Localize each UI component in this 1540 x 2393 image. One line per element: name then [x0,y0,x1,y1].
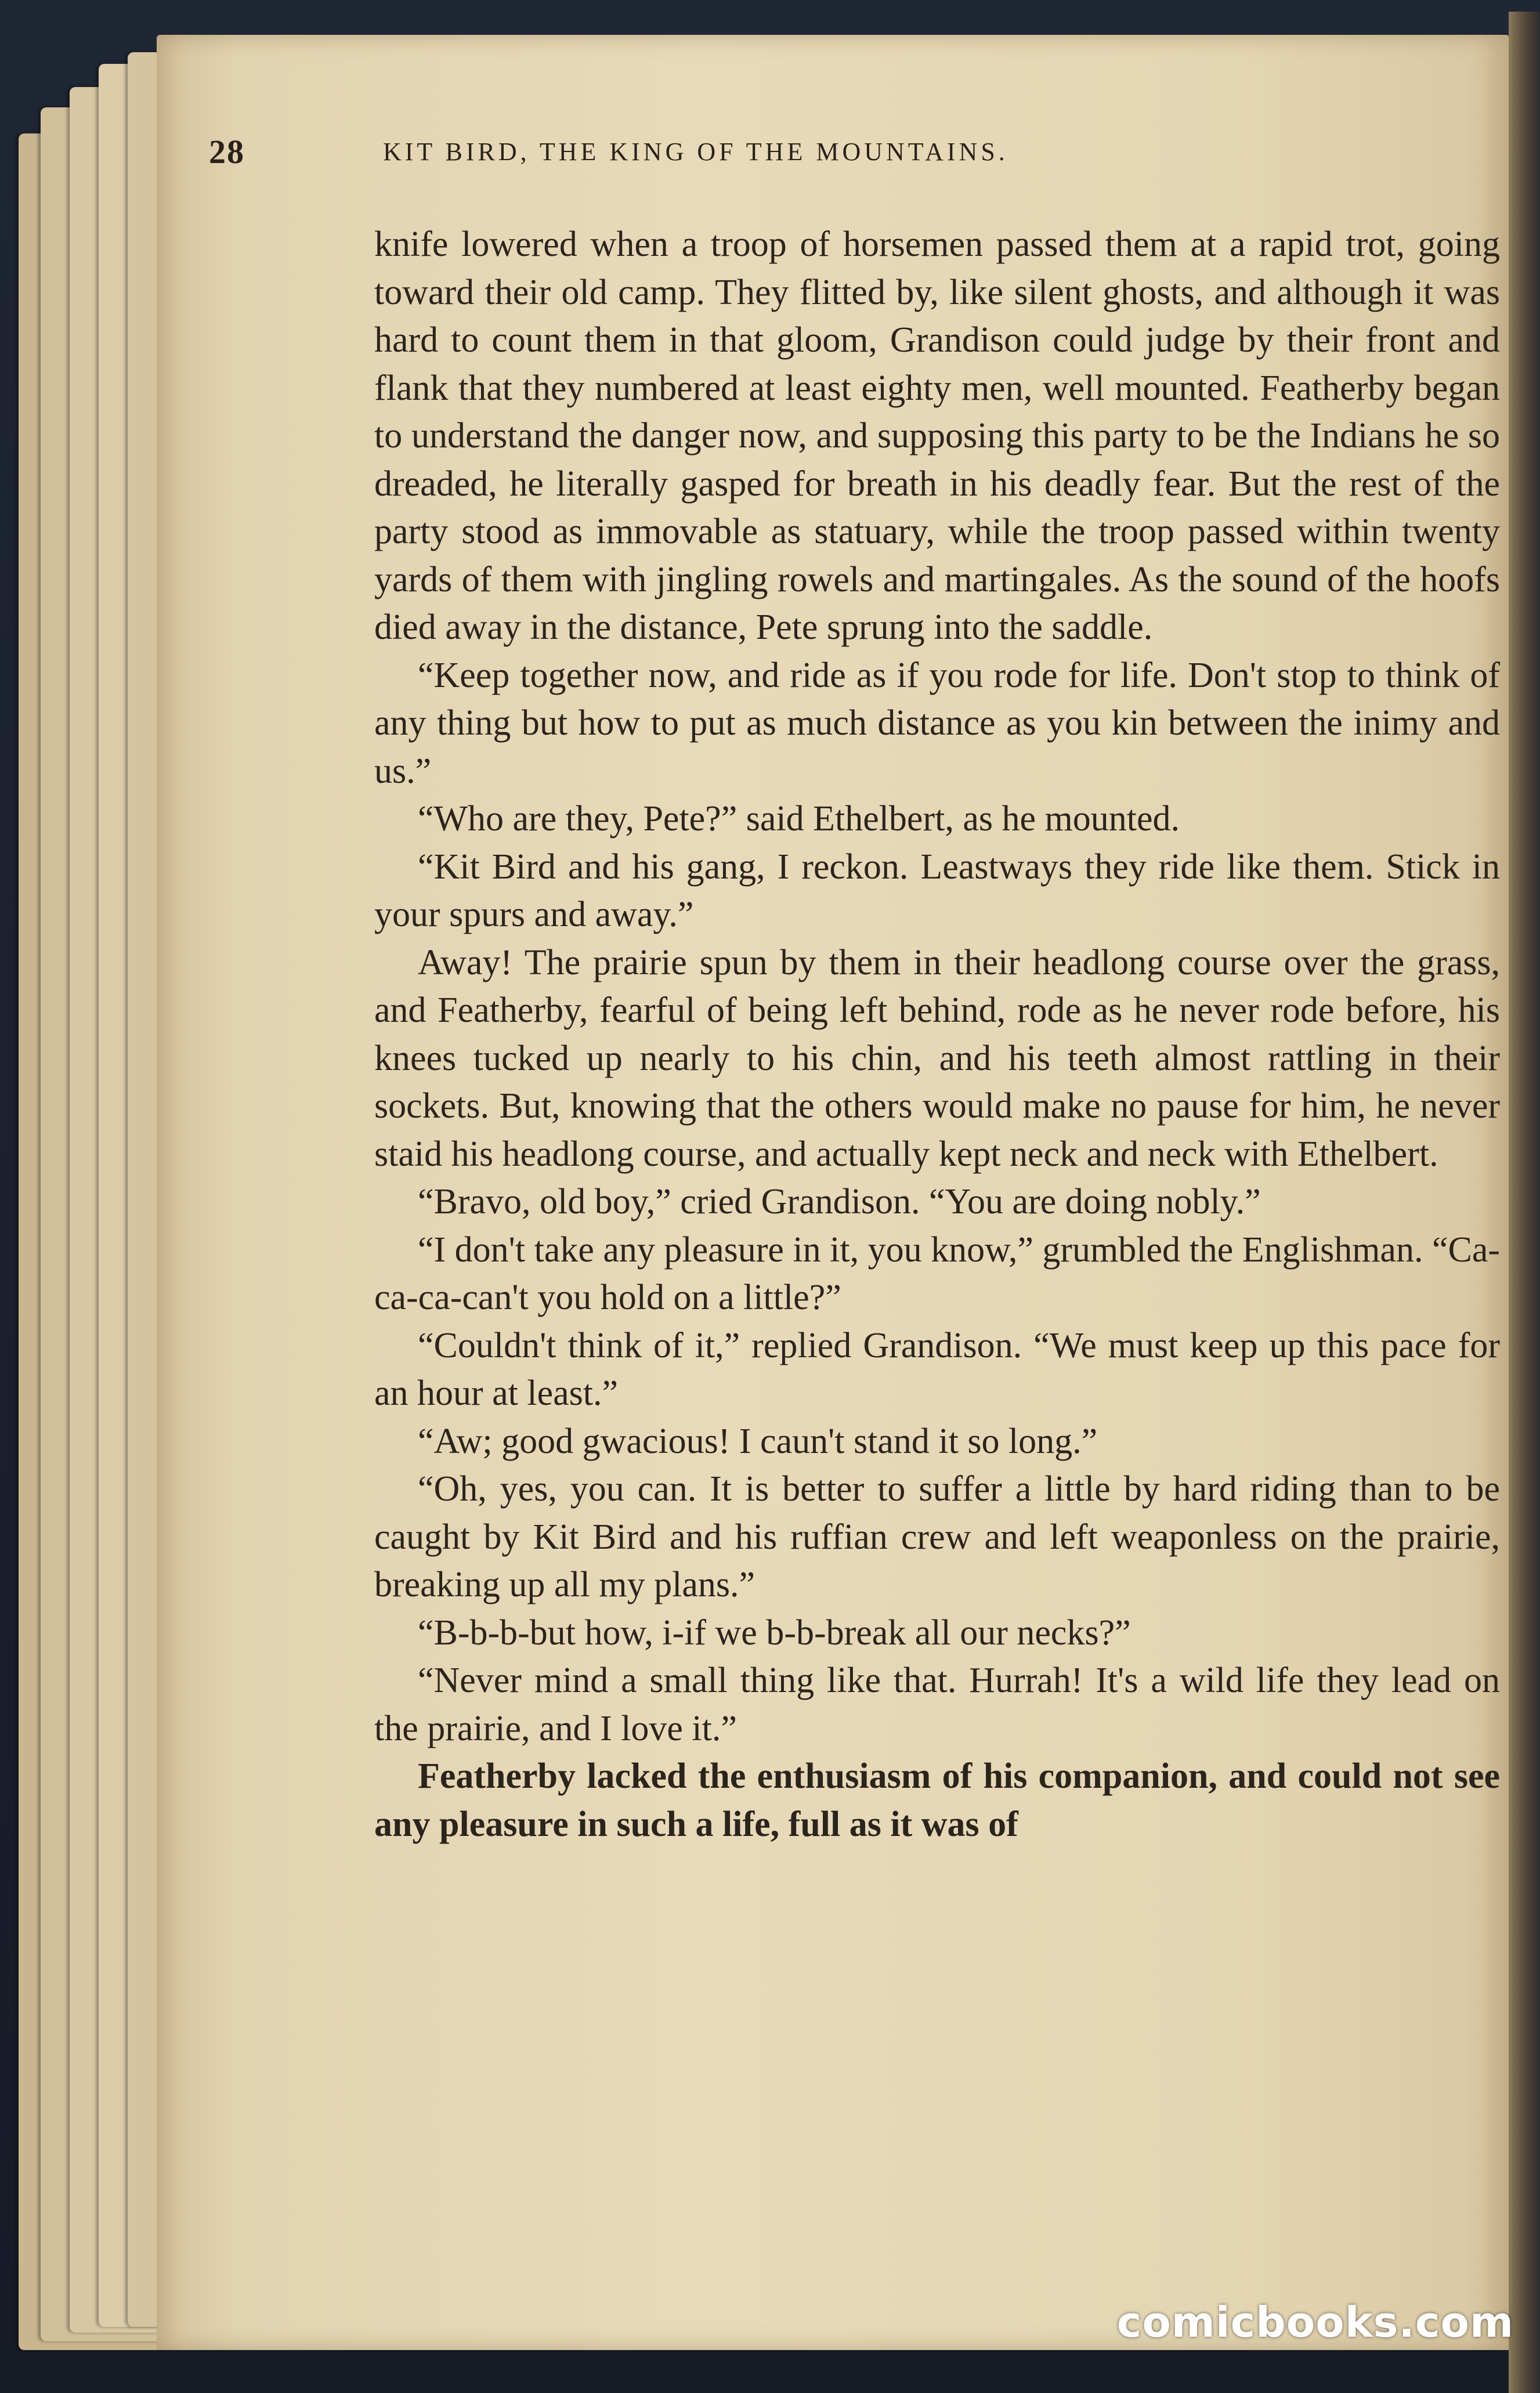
paragraph: “Oh, yes, you can. It is better to suffer a little by hard riding than to be caught by Kit Bird and his ruffian crew and left weaponless on the prairie, breaking up all my plans.” [374,1469,1500,1604]
paragraph: “Never mind a small thing like that. Hurrah! It's a wild life they lead on the prairie, and I love it.” [374,1661,1500,1748]
paragraph: “Kit Bird and his gang, I reckon. Leastways they ride like them. Stick in your spurs and away.” [374,847,1500,934]
paragraph: “Bravo, old boy,” cried Grandison. “You are doing nobly.” [418,1182,1261,1221]
body-text [374,220,1500,2135]
paragraph: Away! The prairie spun by them in their headlong course over the grass, and Featherby, fearful of being left behind, rode as he never rode before, his knees tucked up nearly to his chin, and his teeth almost rattling in their sockets. But, knowing that the others would make no pause for him, he never staid his headlong course, and actually kept neck and neck with Ethelbert. [374,942,1500,1174]
page-number: 28 [209,133,245,171]
paragraph: knife lowered when a troop of horsemen passed them at a rapid trot, going toward their old camp. They flitted by, like silent ghosts, and although it was hard to count them in that gloom, Grandison could judge by their front and flank that they numbered at least eighty men, well mounted. Featherby began to understand the danger now, and supposing this party to be the Indians he so dreaded, he literally gasped for breath in his deadly fear. But the rest of the party stood as immovable as statuary, while the troop passed within twenty yards of them with jingling rowels and martingales. As the sound of the hoofs died away in the distance, Pete sprung into the saddle. [374,225,1500,647]
running-head [209,132,1393,179]
paragraph: “B-b-b-but how, i-if we b-b-break all our necks?” [418,1613,1131,1653]
watermark: comicbooks.com [1116,2298,1514,2347]
running-title: KIT BIRD, THE KING OF THE MOUNTAINS. [383,138,1008,166]
paragraph: “Keep together now, and ride as if you rode for life. Don't stop to think of any thing but how to put as much distance as you kin between the inimy and us.” [374,655,1500,791]
paragraph: “Aw; good gwacious! I caun't stand it so long.” [418,1421,1098,1461]
book-spine [1509,12,1540,2393]
paragraph: Featherby lacked the enthusiasm of his companion, and could not see any pleasure in such a life, full as it was of [374,1756,1500,1844]
paragraph: “Who are they, Pete?” said Ethelbert, as he mounted. [418,799,1180,838]
paragraph: “Couldn't think of it,” replied Grandison. “We must keep up this pace for an hour at least.” [374,1325,1500,1413]
paragraph: “I don't take any pleasure in it, you know,” grumbled the Englishman. “Ca-ca-ca-can't you hold on a little?” [374,1230,1500,1317]
